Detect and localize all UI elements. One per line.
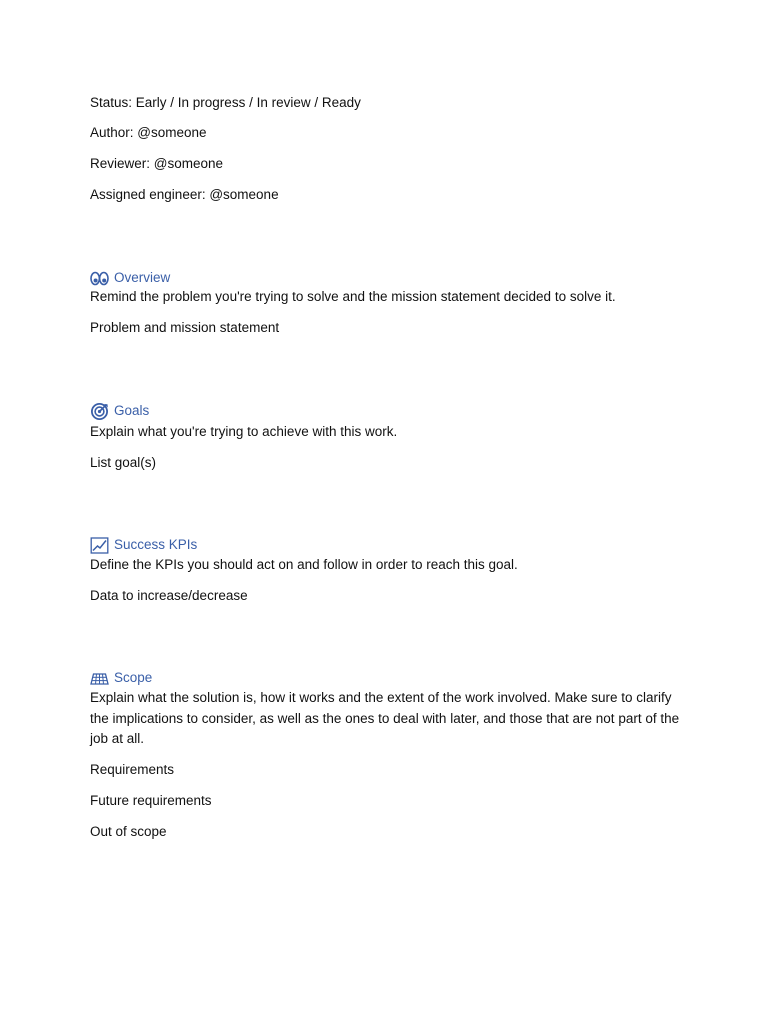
kpis-description: Define the KPIs you should act on and follow in order to reach this goal. (90, 557, 518, 572)
kpis-title: Success KPIs (114, 537, 198, 552)
overview-item: Problem and mission statement (90, 320, 280, 335)
goals-item: List goal(s) (90, 455, 157, 470)
overview-description: Remind the problem you're trying to solve and the mission statement decided to solve it. (90, 289, 616, 304)
scope-item-requirements: Requirements (90, 762, 175, 777)
eyes-icon (90, 270, 109, 287)
goals-heading (90, 402, 149, 420)
scope-item-future-requirements: Future requirements (90, 793, 212, 808)
chart-icon (90, 537, 109, 554)
kpis-heading (90, 536, 197, 554)
overview-heading (90, 269, 170, 287)
target-icon (90, 403, 109, 420)
kpis-item: Data to increase/decrease (90, 588, 248, 603)
scope-title: Scope (114, 670, 153, 685)
goals-description: Explain what you're trying to achieve with this work. (90, 424, 398, 439)
reviewer-line: Reviewer: @someone (90, 156, 224, 171)
scope-description: Explain what the solution is, how it works and the extent of the work involved. Make sure to clarify the implications to consider, as well as the ones to deal with later, and those that are not part of the job at all. (90, 690, 680, 746)
keyboard-icon (90, 670, 109, 687)
status-line: Status: Early / In progress / In review / Ready (90, 95, 361, 110)
scope-heading (90, 669, 152, 687)
author-line: Author: @someone (90, 125, 207, 140)
goals-title: Goals (114, 403, 150, 418)
scope-item-out-of-scope: Out of scope (90, 824, 167, 839)
overview-title: Overview (114, 270, 171, 285)
assigned-engineer-line: Assigned engineer: @someone (90, 187, 279, 202)
